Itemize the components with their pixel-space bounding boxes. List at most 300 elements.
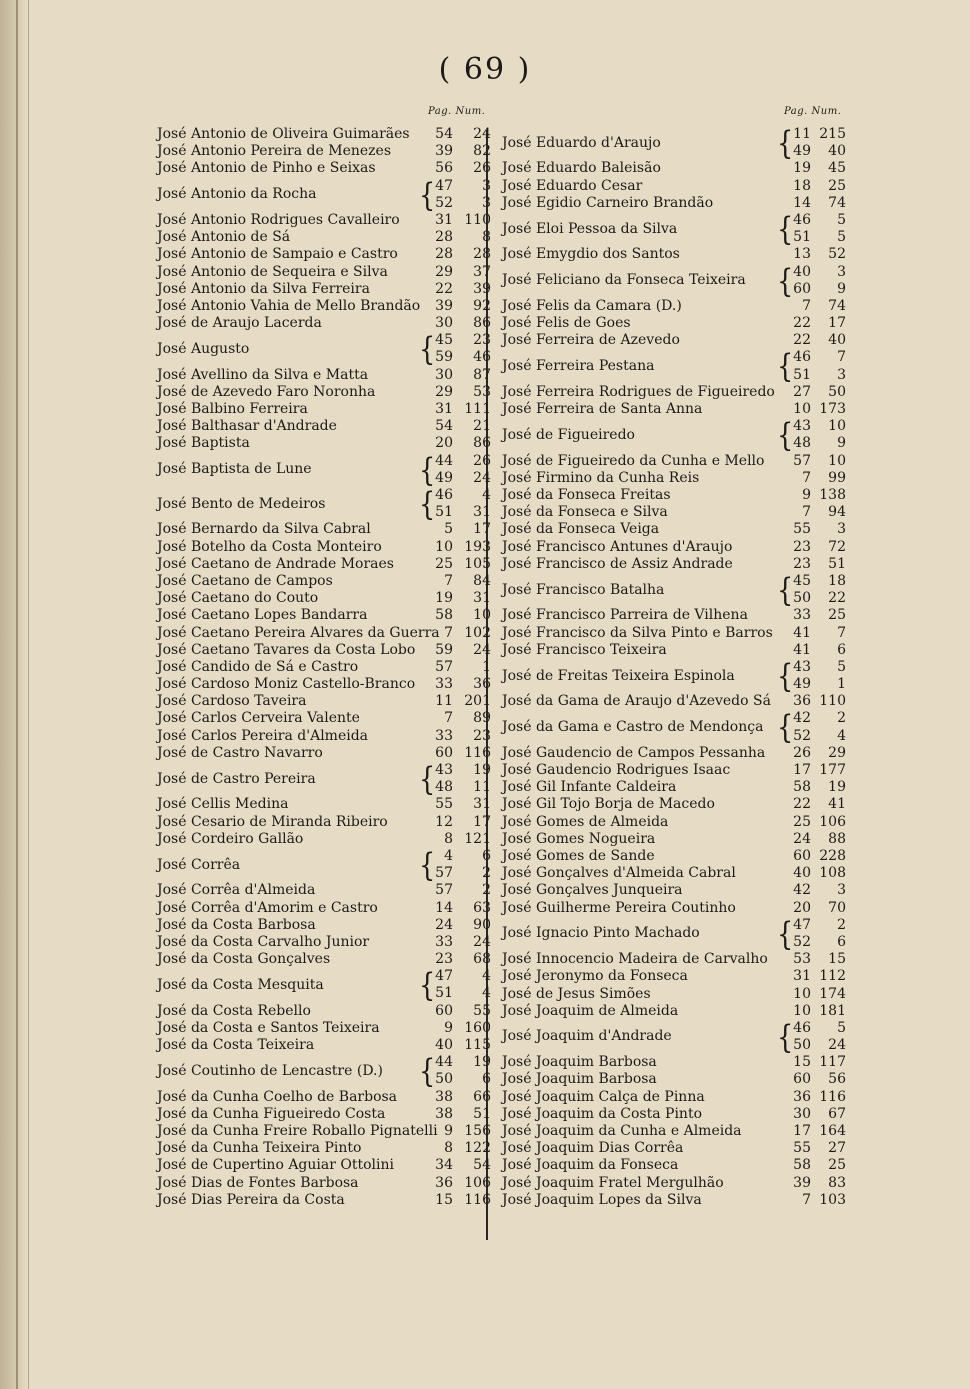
entry-name: José Francisco de Assiz Andrade — [502, 555, 733, 572]
entry-number: 4 — [837, 727, 846, 744]
index-entry — [490, 539, 850, 556]
entry-page: 46 — [793, 1019, 811, 1036]
entry-name: José de Castro Navarro — [157, 744, 323, 761]
entry-number: 116 — [819, 1088, 846, 1105]
index-entry — [490, 656, 850, 695]
entry-name: José Antonio da Silva Ferreira — [157, 280, 370, 297]
entry-name: José da Cunha Figueiredo Costa — [157, 1105, 386, 1122]
entry-number: 94 — [828, 504, 846, 521]
index-entry — [490, 914, 850, 953]
entry-name: José de Azevedo Faro Noronha — [157, 383, 376, 400]
index-entry — [490, 1054, 850, 1071]
entry-page: 10 — [793, 1002, 811, 1019]
index-entry — [490, 384, 850, 401]
entry-page: 11 — [793, 126, 811, 142]
entry-name: José da Cunha Coelho de Barbosa — [157, 1088, 398, 1105]
entry-number: 121 — [464, 830, 491, 847]
entry-number: 26 — [473, 452, 491, 469]
entry-page: 33 — [435, 727, 453, 744]
brace-glyph: { — [419, 760, 436, 798]
index-entry — [145, 710, 495, 727]
index-entry — [145, 845, 495, 884]
entry-number: 11 — [473, 779, 491, 796]
entry-name: José da Cunha Teixeira Pinto — [157, 1140, 362, 1157]
entry-number: 90 — [473, 916, 491, 933]
index-entry — [145, 625, 495, 642]
entry-number: 116 — [464, 744, 491, 761]
entry-page: 40 — [793, 865, 811, 882]
entry-name: José Balthasar d'Andrade — [157, 418, 337, 435]
index-entry — [145, 831, 495, 848]
entry-name: José Francisco Teixeira — [502, 641, 667, 658]
index-entry — [490, 401, 850, 418]
index-entry — [490, 831, 850, 848]
entry-number: 88 — [828, 830, 846, 847]
index-entry — [145, 1106, 495, 1123]
entry-name: José de Araujo Lacerda — [157, 315, 322, 332]
index-entry — [145, 1140, 495, 1157]
index-entry — [145, 728, 495, 745]
entry-page: 8 — [444, 1140, 453, 1157]
entry-name: José Baptista — [157, 435, 250, 452]
entry-number: 103 — [819, 1191, 846, 1208]
brace-glyph: { — [777, 656, 794, 695]
brace-glyph: { — [419, 450, 436, 489]
entry-page: 28 — [435, 229, 453, 246]
entry-number: 87 — [473, 366, 491, 383]
entry-number: 28 — [473, 246, 491, 263]
entry-name: José Gaudencio de Campos Pessanha — [502, 744, 766, 761]
entry-number: 5 — [837, 229, 846, 246]
index-entry — [145, 1192, 495, 1209]
entry-name: José Cellis Medina — [157, 796, 289, 813]
index-entry — [145, 246, 495, 263]
entry-page: 7 — [802, 469, 811, 486]
entry-name: José Baptista de Lune — [157, 461, 312, 478]
page-number: ( 69 ) — [438, 52, 532, 87]
entry-page: 60 — [793, 848, 811, 864]
entry-name: José de Cupertino Aguiar Ottolini — [157, 1157, 394, 1174]
entry-page: 50 — [793, 590, 811, 607]
entry-page: 49 — [793, 676, 811, 693]
entry-page: 36 — [435, 1174, 453, 1191]
entry-name: José Balbino Ferreira — [157, 401, 308, 418]
entry-number: 115 — [464, 1037, 491, 1054]
entry-name: José Eloi Pessoa da Silva — [502, 220, 678, 237]
entry-page: 7 — [802, 297, 811, 314]
index-entry — [145, 693, 495, 710]
entry-number: 63 — [473, 899, 491, 916]
entry-number: 173 — [819, 401, 846, 418]
entry-number: 27 — [828, 1140, 846, 1157]
entry-page: 33 — [435, 676, 453, 693]
entry-number: 17 — [828, 315, 846, 332]
entry-page: 30 — [793, 1105, 811, 1122]
entry-name: José Felis da Camara (D.) — [502, 297, 682, 314]
entry-page: 40 — [435, 1037, 453, 1054]
entry-number: 24 — [473, 641, 491, 658]
brace-glyph: { — [777, 708, 794, 747]
entry-name: José Cesario de Miranda Ribeiro — [157, 813, 388, 830]
entry-name: José Corrêa d'Almeida — [157, 882, 316, 899]
entry-page: 22 — [435, 280, 453, 297]
entry-page: 24 — [435, 916, 453, 933]
entry-number: 36 — [473, 676, 491, 693]
entry-page: 55 — [793, 521, 811, 538]
entry-number: 2 — [482, 865, 491, 882]
entry-page: 52 — [793, 933, 811, 950]
entry-page: 44 — [435, 1054, 453, 1071]
entry-page: 10 — [793, 985, 811, 1002]
entry-page: 19 — [435, 590, 453, 607]
entry-number: 6 — [482, 847, 491, 864]
index-entry — [145, 143, 495, 160]
index-entry — [490, 882, 850, 899]
entry-name: José da Gama e Castro de Mendonça — [502, 719, 764, 736]
entry-number: 53 — [473, 383, 491, 400]
entry-name: José Gomes de Sande — [502, 848, 655, 864]
index-entry — [490, 1089, 850, 1106]
entry-page: 13 — [793, 246, 811, 263]
entry-page: 57 — [435, 882, 453, 899]
entry-page: 25 — [793, 813, 811, 830]
entry-number: 7 — [837, 624, 846, 641]
index-entry — [490, 848, 850, 865]
index-entry — [490, 1106, 850, 1123]
entry-number: 40 — [828, 143, 846, 160]
entry-number: 52 — [828, 246, 846, 263]
index-entry — [490, 968, 850, 985]
entry-name: José da Costa Teixeira — [157, 1037, 315, 1054]
entry-name: José Avellino da Silva e Matta — [157, 366, 369, 383]
entry-page: 52 — [435, 194, 453, 211]
entry-page: 17 — [793, 762, 811, 779]
entry-name: José Joaquim da Costa Pinto — [502, 1105, 703, 1122]
entry-page: 15 — [793, 1054, 811, 1071]
index-entry — [145, 264, 495, 281]
entry-name: José Felis de Goes — [502, 315, 631, 332]
entry-name: José Egidio Carneiro Brandão — [502, 194, 714, 211]
entry-number: 6 — [837, 641, 846, 658]
entry-page: 39 — [793, 1174, 811, 1191]
entry-page: 7 — [802, 1191, 811, 1208]
index-entry — [490, 1071, 850, 1088]
entry-page: 56 — [435, 160, 453, 177]
entry-page: 23 — [435, 951, 453, 968]
entry-name: José Guilherme Pereira Coutinho — [502, 899, 736, 916]
entry-name: José Caetano do Couto — [157, 590, 319, 607]
entry-name: José Francisco Antunes d'Araujo — [502, 538, 733, 555]
entry-number: 2 — [482, 882, 491, 899]
entry-name: José Gomes Nogueira — [502, 830, 656, 847]
entry-name: José Gaudencio Rodrigues Isaac — [502, 762, 731, 779]
entry-name: José da Fonseca Veiga — [502, 521, 660, 538]
entry-page: 33 — [793, 607, 811, 624]
entry-page: 42 — [793, 710, 811, 727]
entry-page: 48 — [793, 435, 811, 452]
entry-name: José Antonio de Sequeira e Silva — [157, 263, 388, 280]
entry-name: José Eduardo Baleisão — [502, 160, 661, 177]
entry-number: 156 — [464, 1123, 491, 1139]
entry-page: 23 — [793, 538, 811, 555]
entry-number: 108 — [819, 865, 846, 882]
brace-glyph: { — [777, 261, 794, 300]
entry-page: 10 — [435, 538, 453, 555]
entry-page: 46 — [435, 486, 453, 503]
entry-page: 47 — [435, 968, 453, 985]
entry-name: José Joaquim d'Andrade — [502, 1028, 672, 1045]
entry-number: 18 — [828, 572, 846, 589]
index-entry — [490, 865, 850, 882]
entry-page: 59 — [435, 349, 453, 366]
entry-page: 29 — [435, 383, 453, 400]
entry-page: 41 — [793, 641, 811, 658]
entry-number: 10 — [828, 418, 846, 435]
index-entry — [490, 986, 850, 1003]
entry-name: José Dias Pereira da Costa — [157, 1191, 345, 1208]
index-entry — [490, 209, 850, 248]
entry-number: 83 — [828, 1174, 846, 1191]
entry-number: 54 — [473, 1157, 491, 1174]
index-entry — [490, 1123, 850, 1140]
index-entry — [145, 126, 495, 143]
entry-name: José da Gama de Araujo d'Azevedo Sá — [502, 693, 771, 710]
index-entry — [145, 607, 495, 624]
index-entry — [490, 126, 850, 160]
entry-page: 51 — [793, 229, 811, 246]
entry-page: 45 — [793, 572, 811, 589]
entry-page: 36 — [793, 1088, 811, 1105]
entry-number: 40 — [828, 332, 846, 349]
entry-name: José Joaquim Calça de Pinna — [502, 1088, 705, 1105]
entry-page: 50 — [435, 1071, 453, 1088]
entry-number: 89 — [473, 710, 491, 727]
entry-name: José da Costa Barbosa — [157, 916, 316, 933]
entry-number: 37 — [473, 263, 491, 280]
entry-number: 111 — [464, 401, 491, 418]
entry-page: 20 — [793, 899, 811, 916]
entry-page: 47 — [435, 177, 453, 194]
entry-number: 2 — [837, 916, 846, 933]
index-entry — [490, 1192, 850, 1209]
entry-number: 92 — [473, 297, 491, 314]
entry-number: 51 — [828, 555, 846, 572]
index-entry — [490, 814, 850, 831]
index-entry — [490, 453, 850, 470]
entry-number: 3 — [837, 263, 846, 280]
entry-page: 40 — [793, 263, 811, 280]
index-entry — [145, 435, 495, 452]
entry-page: 57 — [435, 658, 453, 675]
entry-number: 181 — [819, 1002, 846, 1019]
entry-number: 19 — [828, 779, 846, 796]
entry-name: José Cardoso Moniz Castello-Branco — [157, 676, 416, 693]
entry-number: 86 — [473, 435, 491, 452]
entry-name: José da Costa Gonçalves — [157, 951, 331, 968]
left-entries-list — [145, 126, 495, 1209]
entry-page: 14 — [435, 899, 453, 916]
entry-page: 43 — [435, 762, 453, 778]
entry-page: 57 — [435, 865, 453, 882]
entry-name: José Joaquim de Almeida — [502, 1002, 679, 1019]
entry-number: 55 — [473, 1002, 491, 1019]
entry-page: 31 — [435, 211, 453, 228]
entry-page: 58 — [793, 779, 811, 796]
entry-number: 25 — [828, 177, 846, 194]
index-entry — [145, 298, 495, 315]
index-entry — [145, 882, 495, 899]
index-entry — [145, 1003, 495, 1020]
entry-page: 46 — [793, 211, 811, 228]
entry-number: 122 — [464, 1140, 491, 1157]
entry-number: 4 — [482, 985, 491, 1002]
entry-name: José Gonçalves d'Almeida Cabral — [502, 865, 736, 882]
brace-glyph: { — [777, 1017, 794, 1056]
entry-page: 25 — [435, 555, 453, 572]
index-entry — [490, 261, 850, 300]
entry-page: 55 — [793, 1140, 811, 1157]
entry-page: 33 — [435, 933, 453, 950]
index-entry — [490, 504, 850, 521]
entry-page: 51 — [793, 366, 811, 383]
entry-number: 6 — [837, 933, 846, 950]
entry-page: 19 — [793, 160, 811, 177]
index-entry — [490, 1175, 850, 1192]
entry-number: 10 — [473, 607, 491, 624]
entry-page: 22 — [793, 332, 811, 349]
entry-number: 8 — [482, 229, 491, 246]
entry-name: José Firmino da Cunha Reis — [502, 469, 700, 486]
index-entry — [490, 487, 850, 504]
entry-number: 106 — [464, 1174, 491, 1191]
index-entry — [145, 556, 495, 573]
entry-name: José Antonio de Oliveira Guimarães — [157, 126, 410, 142]
entry-name: José da Costa Carvalho Junior — [157, 933, 370, 950]
entry-page: 9 — [802, 487, 811, 504]
index-entry — [490, 1157, 850, 1174]
index-entry — [490, 951, 850, 968]
index-entry — [490, 246, 850, 263]
index-entry — [145, 951, 495, 968]
entry-page: 27 — [793, 383, 811, 400]
entry-page: 34 — [435, 1157, 453, 1174]
entry-page: 38 — [435, 1105, 453, 1122]
entry-number: 160 — [464, 1019, 491, 1036]
brace-glyph: { — [419, 175, 436, 214]
entry-page: 23 — [793, 555, 811, 572]
entry-page: 44 — [435, 452, 453, 469]
entry-number: 25 — [828, 1157, 846, 1174]
entry-number: 22 — [828, 590, 846, 607]
entry-number: 3 — [837, 521, 846, 538]
entry-name: José Joaquim Fratel Mergulhão — [502, 1174, 724, 1191]
entry-name: José da Costa Mesquita — [157, 976, 324, 993]
entry-name: José Joaquim Barbosa — [502, 1054, 657, 1071]
binding-fold-line — [16, 0, 18, 1389]
entry-number: 15 — [828, 951, 846, 968]
entry-number: 117 — [819, 1054, 846, 1071]
entry-number: 19 — [473, 762, 491, 778]
entry-page: 51 — [435, 504, 453, 521]
entry-number: 3 — [837, 366, 846, 383]
entry-page: 17 — [793, 1123, 811, 1140]
index-entry — [145, 315, 495, 332]
entry-number: 228 — [819, 848, 846, 864]
entry-number: 5 — [837, 658, 846, 675]
entry-number: 66 — [473, 1088, 491, 1105]
entry-page: 60 — [435, 744, 453, 761]
index-entry — [490, 570, 850, 609]
entry-page: 22 — [793, 315, 811, 332]
index-entry — [145, 1175, 495, 1192]
index-entry — [145, 539, 495, 556]
index-entry — [490, 315, 850, 332]
entry-page: 30 — [435, 315, 453, 332]
entry-page: 29 — [435, 263, 453, 280]
entry-page: 24 — [793, 830, 811, 847]
index-entry — [145, 384, 495, 401]
entry-page: 31 — [435, 401, 453, 418]
index-entry — [490, 416, 850, 455]
entry-name: José da Cunha Freire Roballo Pignatelli — [157, 1123, 438, 1139]
entry-number: 9 — [837, 435, 846, 452]
entry-number: 3 — [482, 194, 491, 211]
entry-page: 5 — [444, 521, 453, 538]
entry-number: 3 — [482, 177, 491, 194]
index-entry — [490, 298, 850, 315]
index-entry — [145, 1037, 495, 1054]
entry-number: 4 — [482, 968, 491, 985]
entry-number: 25 — [828, 607, 846, 624]
entry-page: 4 — [444, 847, 453, 864]
entry-name: José Cordeiro Gallão — [157, 830, 304, 847]
brace-glyph: { — [419, 845, 436, 884]
entry-name: José Gil Infante Caldeira — [502, 779, 677, 796]
entry-page: 11 — [435, 693, 453, 710]
entry-name: José Ferreira Rodrigues de Figueiredo — [502, 383, 775, 400]
entry-page: 49 — [793, 143, 811, 160]
entry-page: 10 — [793, 401, 811, 418]
index-entry — [490, 708, 850, 747]
entry-name: José de Jesus Simões — [502, 985, 651, 1002]
index-entry — [490, 796, 850, 813]
entry-number: 74 — [828, 194, 846, 211]
entry-page: 58 — [435, 607, 453, 624]
index-entry — [145, 1089, 495, 1106]
entry-number: 26 — [473, 160, 491, 177]
entry-page: 46 — [793, 349, 811, 366]
index-entry — [490, 347, 850, 386]
index-entry — [145, 1123, 495, 1140]
entry-number: 102 — [464, 624, 491, 641]
entry-page: 8 — [444, 830, 453, 847]
index-entry — [145, 642, 495, 659]
index-entry — [490, 762, 850, 779]
entry-page: 7 — [802, 504, 811, 521]
entry-page: 9 — [444, 1019, 453, 1036]
entry-name: José Joaquim Dias Corrêa — [502, 1140, 684, 1157]
entry-name: José Francisco Parreira de Vilhena — [502, 607, 748, 624]
entry-number: 24 — [473, 126, 491, 142]
entry-number: 24 — [828, 1037, 846, 1054]
entry-number: 99 — [828, 469, 846, 486]
entry-page: 49 — [435, 469, 453, 486]
entry-number: 9 — [837, 280, 846, 297]
entry-name: José Dias de Fontes Barbosa — [157, 1174, 359, 1191]
entry-name: José Eduardo d'Araujo — [502, 134, 661, 151]
brace-glyph: { — [777, 209, 794, 248]
entry-number: 10 — [828, 452, 846, 469]
